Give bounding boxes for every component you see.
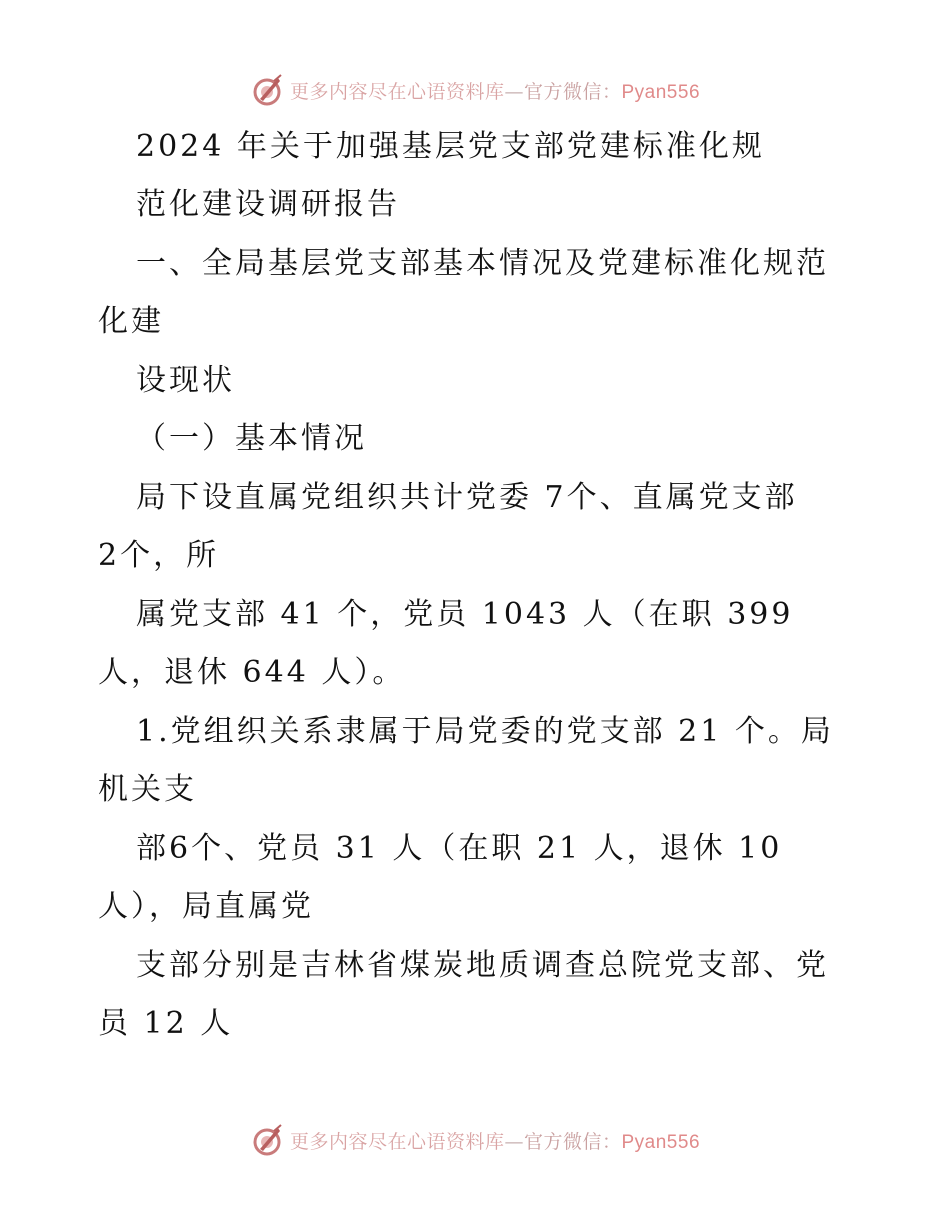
text-line: 属党支部 41 个，党员 1043 人（在职 399: [136, 597, 794, 632]
watermark-account: Pyan556: [621, 1131, 701, 1153]
watermark-wechat-label: 官方微信：: [523, 1130, 622, 1153]
watermark-header: [0, 70, 950, 110]
watermark-prefix: 更多内容尽在心语资料库: [289, 80, 505, 103]
doc-title-line-1: 2024 年关于加强基层党支部党建标准化规: [136, 129, 765, 164]
subsection-heading: （一）基本情况: [136, 421, 367, 456]
text-line: 机关支: [98, 772, 197, 807]
quill-seal-icon: [250, 73, 284, 107]
watermark-dash: —: [504, 1130, 524, 1153]
text-line: 局下设直属党组织共计党委 7个、直属党支部: [136, 480, 798, 515]
text-line: 2个，所: [98, 538, 220, 573]
doc-title-line-2: 范化建设调研报告: [136, 187, 400, 222]
text-line: 设现状: [136, 363, 235, 398]
text-line: 1.党组织关系隶属于局党委的党支部 21 个。局: [136, 714, 834, 749]
text-line: 支部分别是吉林省煤炭地质调查总院党支部、党: [136, 948, 829, 983]
watermark-text: [290, 77, 700, 104]
watermark-account: Pyan556: [621, 81, 701, 103]
watermark-wechat-label: 官方微信：: [523, 80, 622, 103]
watermark-prefix: 更多内容尽在心语资料库: [289, 1130, 505, 1153]
section-heading-1: 一、全局基层党支部基本情况及党建标准化规范: [136, 246, 829, 281]
watermark-dash: —: [504, 80, 524, 103]
watermark-text: [290, 1127, 700, 1154]
text-line: 化建: [98, 304, 164, 339]
watermark-footer: [0, 1120, 950, 1160]
text-line: 人，退休 644 人）。: [98, 655, 406, 690]
text-line: 人），局直属党: [98, 889, 314, 924]
text-line: 部6个、党员 31 人（在职 21 人，退休 10: [136, 831, 783, 866]
text-line: 员 12 人: [98, 1006, 234, 1041]
quill-seal-icon: [250, 1123, 284, 1157]
